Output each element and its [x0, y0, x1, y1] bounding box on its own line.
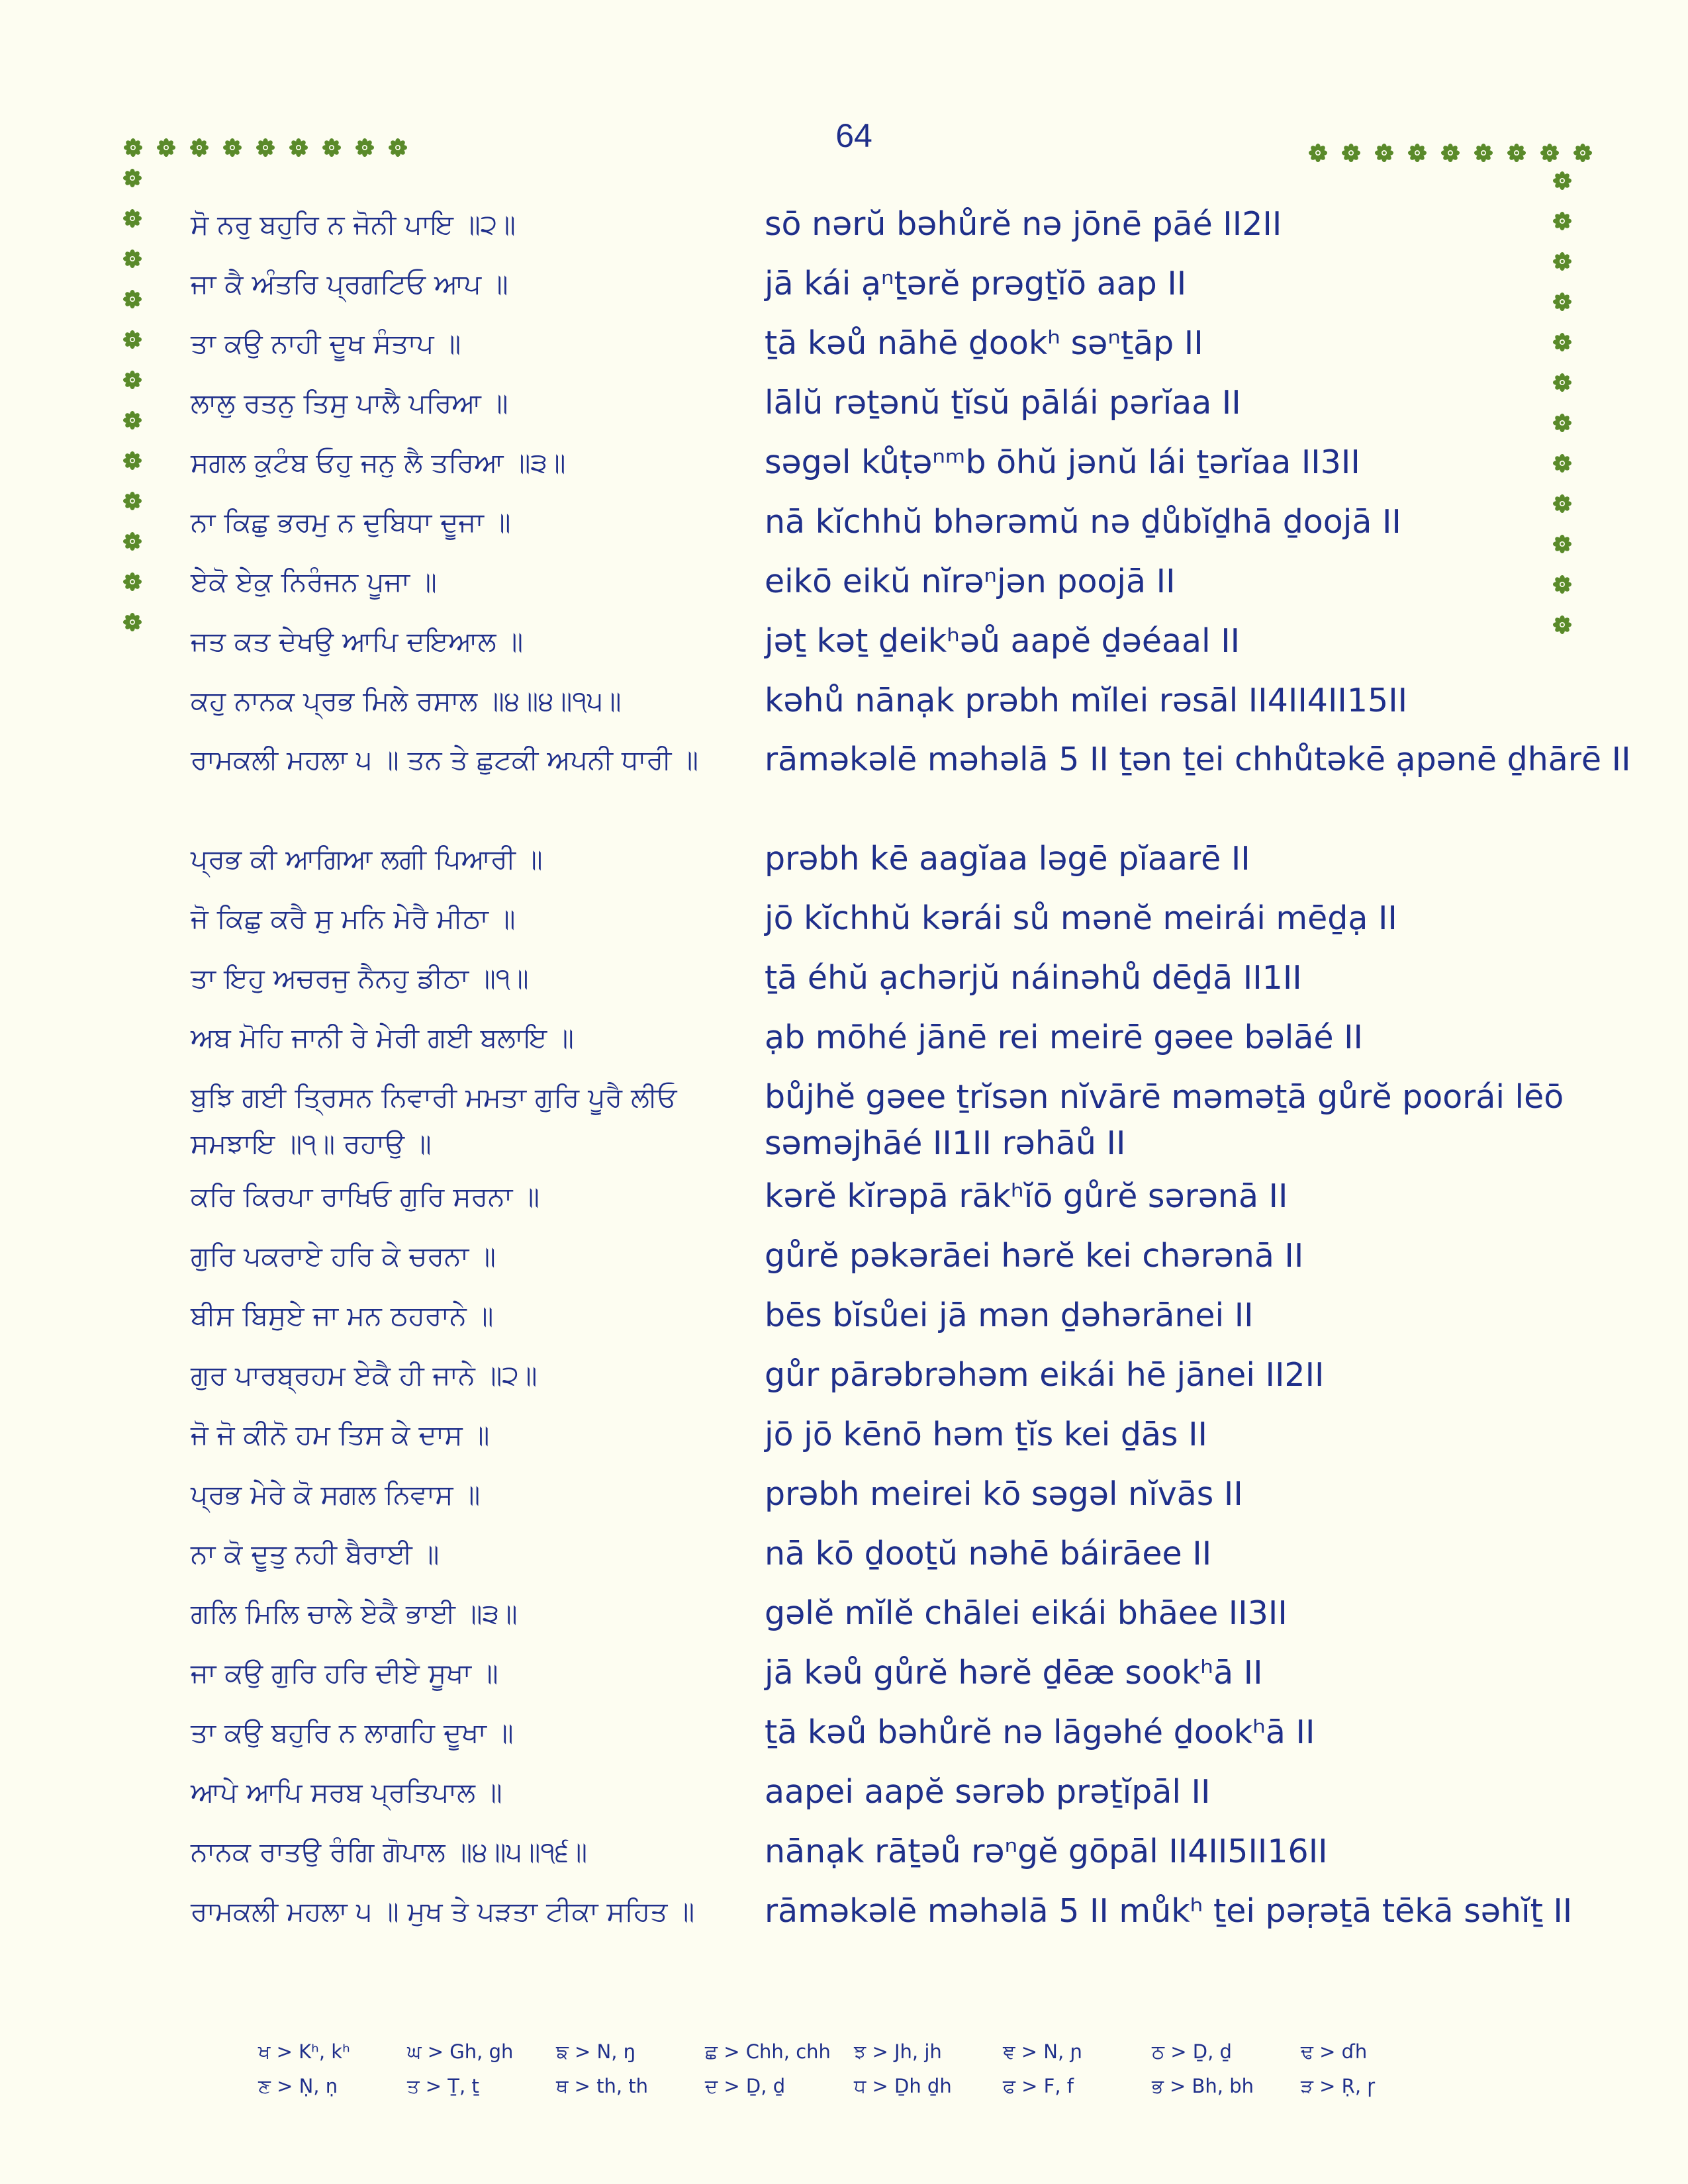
gurmukhi-text: ਪ੍ਰਭ ਮੇਰੇ ਕੋ ਸਗਲ ਨਿਵਾਸ ॥	[191, 1479, 481, 1510]
verse-line	[191, 1531, 1528, 1577]
flower-icon	[388, 138, 408, 158]
legend-item: ਖ > Kʰ, kʰ	[258, 2040, 350, 2063]
legend-item: ਥ > th, th	[556, 2075, 649, 2097]
gurmukhi-text: ਜਾ ਕਉ ਗੁਰਿ ਹਰਿ ਦੀਏ ਸੂਖਾ ॥	[191, 1657, 498, 1689]
flower-icon	[1552, 171, 1572, 191]
verse-line	[191, 1829, 1528, 1875]
transliteration-text: ṯā kəů nāhē ḏookʰ səⁿṯāp II	[765, 324, 1203, 362]
legend-item: ਝ > Jh, jh	[854, 2040, 942, 2063]
legend-item: ਞ > N, ɲ	[1003, 2040, 1083, 2063]
gurmukhi-text: ਜਤ ਕਤ ਦੇਖਉ ਆਪਿ ਦਇਆਲ ॥	[191, 625, 524, 657]
transliteration-text: jō kĭchhŭ kərái sů mənĕ meirái mēḏạ II	[765, 899, 1397, 937]
verse-line	[191, 1233, 1528, 1279]
gurmukhi-text: ਰਾਮਕਲੀ ਮਹਲਾ ੫ ॥ ਤਨ ਤੇ ਛੁਟਕੀ ਅਪਨੀ ਧਾਰੀ ॥	[191, 744, 699, 776]
verse-line	[191, 895, 1528, 942]
transliteration-text: gəlĕ mĭlĕ chālei eikái bhāee II3II	[765, 1594, 1288, 1632]
transliteration-text: rāməkəlē məhəlā 5 II ṯən ṯei chhůtəkē ạpənē ḏhārē II	[765, 741, 1631, 778]
gurmukhi-text: ਅਬ ਮੋਹਿ ਜਾਨੀ ਰੇ ਮੇਰੀ ਗਈ ਬਲਾਇ ॥	[191, 1022, 574, 1054]
verse-line	[191, 737, 1631, 783]
left-ornament-column	[122, 168, 142, 632]
transliteration-text: bēs bĭsůei jā mən ḏəhərānei II	[765, 1297, 1254, 1334]
transliteration-text: jō jō kēnō həm ṯĭs kei ḏās II	[765, 1416, 1208, 1453]
flower-icon	[322, 138, 342, 158]
transliteration-text: aapei aapĕ sərəb prəṯĭpāl II	[765, 1773, 1211, 1811]
flower-icon	[189, 138, 209, 158]
flower-icon	[122, 289, 142, 309]
flower-icon	[1507, 143, 1526, 163]
legend-item: ਛ > Chh, chh	[705, 2040, 831, 2063]
page-number: 64	[835, 117, 872, 154]
gurmukhi-text: ਨਾਨਕ ਰਾਤਉ ਰੰਗਿ ਗੋਪਾਲ ॥੪॥੫॥੧੬॥	[191, 1836, 588, 1868]
transliteration-text: kəhů nānạk prəbh mĭlei rəsāl II4II4II15II	[765, 682, 1408, 719]
top-left-ornament-row	[123, 138, 408, 158]
verse-line	[191, 261, 1528, 307]
verse-line	[191, 1590, 1528, 1637]
transliteration-text: eikō eikŭ nĭrəⁿjən poojā II	[765, 563, 1176, 600]
gurmukhi-text: ਬੀਸ ਬਿਸੁਏ ਜਾ ਮਨ ਠਹਰਾਨੇ ॥	[191, 1300, 494, 1332]
legend-row	[258, 2075, 1450, 2098]
verse-line	[191, 678, 1528, 724]
verse-line	[191, 1709, 1528, 1756]
legend-item: ਧ > Ḏh ḏh	[854, 2075, 952, 2097]
gurmukhi-text: ਆਪੇ ਆਪਿ ਸਰਬ ਪ੍ਰਤਿਪਾਲ ॥	[191, 1776, 502, 1808]
verse-line	[191, 380, 1528, 426]
transliteration-text: nānạk rāṯəů rəⁿgĕ gōpāl II4II5II16II	[765, 1833, 1328, 1870]
verse-line	[191, 1769, 1528, 1815]
flower-icon	[256, 138, 275, 158]
flower-icon	[122, 531, 142, 551]
legend-item: ਣ > Ṇ, ṇ	[258, 2075, 338, 2097]
gurmukhi-text: ਬੁਝਿ ਗਈ ਤ੍ਰਿਸਨ ਨਿਵਾਰੀ ਮਮਤਾ ਗੁਰਿ ਪੂਰੈ ਲੀਓ ਸਮਝਾਇ ॥੧॥ ਰਹਾਉ ॥	[191, 1081, 677, 1160]
legend-item: ਢ > ɗh	[1301, 2040, 1368, 2063]
flower-icon	[123, 138, 143, 158]
gurmukhi-text: ਤਾ ਕਉ ਨਾਹੀ ਦੂਖ ਸੰਤਾਪ ॥	[191, 328, 461, 359]
transliteration-text: gůr pārəbrəhəm eikái hē jānei II2II	[765, 1356, 1325, 1394]
transliteration-text: nā kĭchhŭ bhərəmŭ nə ḏůbĭḏhā ḏoojā II	[765, 503, 1401, 541]
flower-icon	[122, 410, 142, 430]
transliteration-text: jā kəů gůrĕ hərĕ ḏēæ sookʰā II	[765, 1654, 1263, 1692]
transliteration-text: səgəl kůṭəⁿᵐb ōhŭ jənŭ lái ṯərĭaa II3II	[765, 443, 1360, 481]
legend-item: ੜ > Ṛ, ɼ	[1301, 2075, 1376, 2097]
flower-icon	[1341, 143, 1361, 163]
verse-line	[191, 836, 1528, 882]
transliteration-text: ṯā kəů bəhůrĕ nə lāgəhé ḏookʰā II	[765, 1713, 1315, 1751]
verse-line	[191, 439, 1528, 486]
legend-item: ਦ > Ḏ, ḏ	[705, 2075, 786, 2097]
transliteration-text: prəbh kē aagĭaa ləgē pĭaarē II	[765, 840, 1250, 878]
transliteration-text: kərĕ kĭrəpā rākʰĭō gůrĕ sərənā II	[765, 1177, 1288, 1215]
flower-icon	[122, 249, 142, 269]
flower-icon	[289, 138, 308, 158]
gurmukhi-text: ਜੋ ਕਿਛੁ ਕਰੈ ਸੁ ਮਨਿ ਮੇਰੈ ਮੀਠਾ ॥	[191, 903, 516, 934]
verse-line	[191, 1412, 1528, 1458]
verse-line	[191, 1015, 1528, 1061]
verse-line	[191, 1352, 1528, 1398]
legend-item: ਙ > N, ŋ	[556, 2040, 636, 2063]
transliteration-text: ṯā éhŭ ạchərjŭ náinəhů dēḏā II1II	[765, 959, 1302, 997]
flower-icon	[1308, 143, 1328, 163]
top-right-ornament-row	[1308, 143, 1593, 163]
flower-icon	[122, 168, 142, 188]
legend-item: ਘ > Gh, gh	[407, 2040, 514, 2063]
flower-icon	[222, 138, 242, 158]
verse-line	[191, 320, 1528, 367]
legend-item: ਠ > Ḏ, ḏ	[1152, 2040, 1232, 2063]
transliteration-text: lālŭ rəṯənŭ ṯĭsŭ pālái pərĭaa II	[765, 384, 1241, 422]
flower-icon	[122, 612, 142, 632]
transliteration-text: ạb mōhé jānē rei meirē gəee bəlāé II	[765, 1019, 1364, 1056]
gurmukhi-text: ਨਾ ਕਿਛੁ ਭਰਮੁ ਨ ਦੁਬਿਧਾ ਦੂਜਾ ॥	[191, 506, 511, 538]
verse-line	[191, 1888, 1573, 1934]
legend-row	[258, 2040, 1450, 2064]
transliteration-text: nā kō ḏooṯŭ nəhē báirāee II	[765, 1535, 1212, 1572]
transliteration-text: prəbh meirei kō səgəl nĭvās II	[765, 1475, 1243, 1513]
gurmukhi-text: ਏਕੋ ਏਕੁ ਨਿਰੰਜਨ ਪੂਜਾ ॥	[191, 566, 437, 598]
gurmukhi-text: ਨਾ ਕੋ ਦੂਤੁ ਨਹੀ ਬੈਰਾਈ ॥	[191, 1538, 440, 1570]
gurmukhi-text: ਸੋ ਨਰੁ ਬਹੁਰਿ ਨ ਜੋਨੀ ਪਾਇ ॥੨॥	[191, 208, 516, 240]
gurmukhi-text: ਕਹੁ ਨਾਨਕ ਪ੍ਰਭ ਮਿਲੇ ਰਸਾਲ ॥੪॥੪॥੧੫॥	[191, 685, 622, 717]
transliteration-text: sō nərŭ bəhůrĕ nə jōnē pāé II2II	[765, 205, 1282, 243]
gurmukhi-text: ਰਾਮਕਲੀ ਮਹਲਾ ੫ ॥ ਮੁਖ ਤੇ ਪੜਤਾ ਟੀਕਾ ਸਹਿਤ ॥	[191, 1895, 695, 1927]
verse-line	[191, 201, 1528, 248]
flower-icon	[1440, 143, 1460, 163]
verse-line	[191, 1074, 1564, 1167]
gurmukhi-text: ਤਾ ਇਹੁ ਅਚਰਜੁ ਨੈਨਹੁ ਡੀਠਾ ॥੧॥	[191, 962, 529, 994]
verse-line	[191, 618, 1528, 664]
legend-item: ਫ > F, f	[1003, 2075, 1074, 2097]
flower-icon	[1374, 143, 1394, 163]
gurmukhi-text: ਜਾ ਕੈ ਅੰਤਰਿ ਪ੍ਰਗਟਿਓ ਆਪ ॥	[191, 268, 508, 300]
gurmukhi-text: ਪ੍ਰਭ ਕੀ ਆਗਿਆ ਲਗੀ ਪਿਆਰੀ ॥	[191, 843, 543, 875]
flower-icon	[355, 138, 375, 158]
verse-line	[191, 1173, 1528, 1220]
legend-item: ਤ > Ṯ, ṯ	[407, 2075, 479, 2097]
verse-line	[191, 559, 1528, 605]
verse-line	[191, 955, 1528, 1001]
flower-icon	[1407, 143, 1427, 163]
transliteration-text: gůrĕ pəkərāei hərĕ kei chərənā II	[765, 1237, 1304, 1275]
gurmukhi-text: ਗੁਰਿ ਪਕਰਾਏ ਹਰਿ ਕੇ ਚਰਨਾ ॥	[191, 1240, 496, 1272]
verse-line	[191, 1471, 1528, 1518]
gurmukhi-text: ਕਰਿ ਕਿਰਪਾ ਰਾਖਿਓ ਗੁਰਿ ਸਰਨਾ ॥	[191, 1181, 540, 1212]
gurmukhi-text: ਗਲਿ ਮਿਲਿ ਚਾਲੇ ਏਕੈ ਭਾਈ ॥੩॥	[191, 1598, 518, 1629]
gurmukhi-text: ਲਾਲੁ ਰਤਨੁ ਤਿਸੁ ਪਾਲੈ ਪਰਿਆ ॥	[191, 387, 508, 419]
flower-icon	[122, 491, 142, 511]
flower-icon	[1540, 143, 1560, 163]
transliteration-text: bůjhĕ gəee ṯrĭsən nĭvārē məməṯā gůrĕ poorái lēō səməjhāé II1II rəhāů II	[765, 1078, 1564, 1162]
flower-icon	[122, 572, 142, 592]
gurmukhi-text: ਗੁਰ ਪਾਰਬ੍ਰਹਮ ਏਕੈ ਹੀ ਜਾਨੇ ॥੨॥	[191, 1359, 538, 1391]
flower-icon	[122, 370, 142, 390]
gurmukhi-text: ਤਾ ਕਉ ਬਹੁਰਿ ਨ ਲਾਗਹਿ ਦੂਖਾ ॥	[191, 1717, 514, 1749]
verse-line	[191, 499, 1528, 545]
gurmukhi-text: ਸਗਲ ਕੁਟੰਬ ਓਹੁ ਜਨੁ ਲੈ ਤਰਿਆ ॥੩॥	[191, 447, 566, 478]
verse-line	[191, 1650, 1528, 1696]
transliteration-text: jəṯ kəṯ ḏeikʰəů aapĕ ḏəéaal II	[765, 622, 1241, 660]
verse-line	[191, 1293, 1528, 1339]
legend-item: ਭ > Bh, bh	[1152, 2075, 1254, 2097]
transliteration-text: jā kái ạⁿṯərĕ prəgṯĭō aap II	[765, 265, 1187, 302]
flower-icon	[122, 208, 142, 228]
flower-icon	[1474, 143, 1493, 163]
flower-icon	[122, 451, 142, 471]
flower-icon	[122, 330, 142, 349]
transliteration-text: rāməkəlē məhəlā 5 II můkʰ ṯei pəṛəṯā tēkā səhĭṯ II	[765, 1892, 1573, 1930]
gurmukhi-text: ਜੋ ਜੋ ਕੀਨੋ ਹਮ ਤਿਸ ਕੇ ਦਾਸ ॥	[191, 1419, 490, 1451]
flower-icon	[1573, 143, 1593, 163]
flower-icon	[156, 138, 176, 158]
